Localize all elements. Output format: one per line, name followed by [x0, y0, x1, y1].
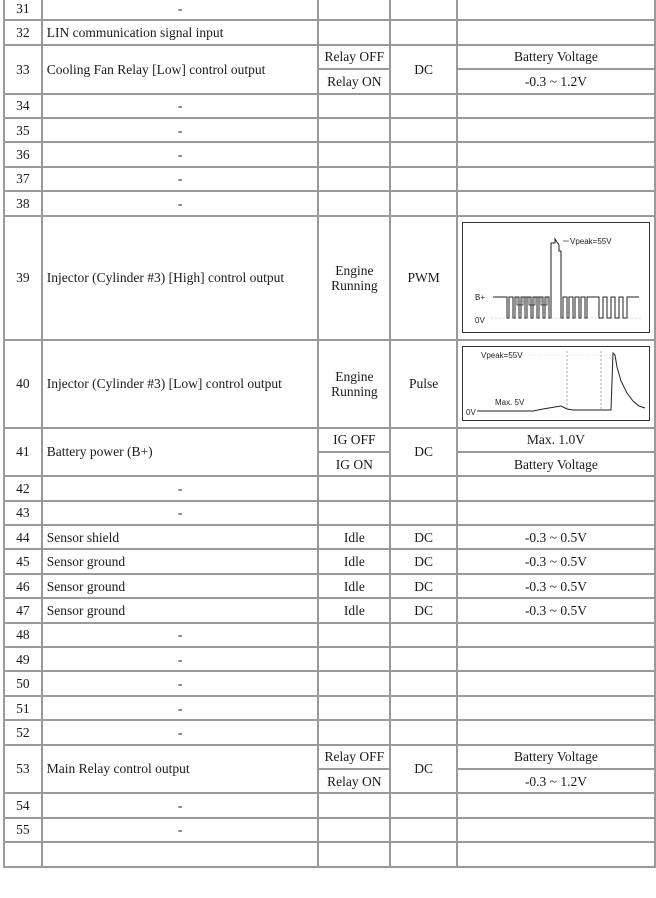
pin-number: 31 [4, 0, 42, 20]
signal-type: DC [390, 574, 457, 598]
empty-cell [318, 818, 390, 842]
table-row [4, 671, 655, 695]
pin-number: 44 [4, 525, 42, 549]
pin-description: - [42, 142, 319, 166]
pin-description: LIN communication signal input [42, 20, 319, 44]
condition: Idle [318, 598, 390, 622]
empty-cell [318, 20, 390, 44]
pwm-waveform [462, 222, 650, 333]
pin-description: - [42, 647, 319, 671]
table-row [4, 647, 655, 671]
empty-cell [318, 647, 390, 671]
signal-type: DC [390, 745, 457, 794]
condition: Relay OFF [318, 45, 390, 69]
pwm-trace [493, 239, 639, 318]
table-row [4, 501, 655, 525]
condition: Idle [318, 574, 390, 598]
signal-type: DC [390, 428, 457, 477]
level: -0.3 ~ 0.5V [457, 525, 655, 549]
empty-cell [318, 0, 390, 20]
pin-number: 46 [4, 574, 42, 598]
pin-number: 49 [4, 647, 42, 671]
table-row [4, 45, 655, 69]
pin-number: 41 [4, 428, 42, 477]
pin-description: - [42, 191, 319, 215]
pin-number: 33 [4, 45, 42, 94]
pin-number: 40 [4, 340, 42, 428]
empty-cell [457, 671, 655, 695]
empty-cell [318, 167, 390, 191]
empty-cell [318, 501, 390, 525]
pin-description: - [42, 0, 319, 20]
pin-number: 47 [4, 598, 42, 622]
pin-number: 54 [4, 793, 42, 817]
pin-description: - [42, 118, 319, 142]
pin-description: - [42, 501, 319, 525]
empty-cell [457, 167, 655, 191]
empty-cell [390, 476, 457, 500]
empty-cell [390, 501, 457, 525]
pwm-waveform-graphic [463, 223, 649, 332]
empty-cell [318, 671, 390, 695]
level: -0.3 ~ 0.5V [457, 574, 655, 598]
pin-number: 45 [4, 549, 42, 573]
empty-cell [390, 0, 457, 20]
pin-description: - [42, 696, 319, 720]
empty-cell [457, 501, 655, 525]
empty-cell [318, 842, 390, 866]
pin-description: - [42, 720, 319, 744]
empty-cell [390, 696, 457, 720]
table-row [4, 191, 655, 215]
pin-description: Cooling Fan Relay [Low] control output [42, 45, 319, 94]
empty-cell [390, 720, 457, 744]
pin-description: Main Relay control output [42, 745, 319, 794]
table-row [4, 167, 655, 191]
condition: Relay OFF [318, 745, 390, 769]
empty-cell [390, 671, 457, 695]
pin-description: - [42, 94, 319, 118]
pin-number: 32 [4, 20, 42, 44]
table-row [4, 745, 655, 769]
empty-cell [457, 818, 655, 842]
pin-description: - [42, 818, 319, 842]
table-row [4, 340, 655, 428]
table-row [4, 574, 655, 598]
empty-cell [390, 94, 457, 118]
empty-cell [390, 118, 457, 142]
pin-number: 39 [4, 216, 42, 340]
pin-number: 43 [4, 501, 42, 525]
empty-cell [390, 793, 457, 817]
empty-cell [390, 818, 457, 842]
table-row [4, 476, 655, 500]
empty-cell [318, 118, 390, 142]
empty-cell [390, 623, 457, 647]
empty-cell [390, 167, 457, 191]
pin-number: 38 [4, 191, 42, 215]
signal-type: Pulse [390, 340, 457, 428]
pin-number: 51 [4, 696, 42, 720]
pin-description: Sensor ground [42, 598, 319, 622]
pin-number: 53 [4, 745, 42, 794]
condition: IG ON [318, 452, 390, 476]
waveform-zero-label: 0V [474, 316, 485, 326]
pin-description: - [42, 476, 319, 500]
empty-cell [457, 720, 655, 744]
waveform-b-label: B+ [474, 293, 485, 303]
table-row [4, 842, 655, 866]
empty-cell [457, 476, 655, 500]
empty-cell [457, 0, 655, 20]
table-row [4, 142, 655, 166]
condition: Relay ON [318, 769, 390, 793]
pin-description: - [42, 623, 319, 647]
pin-number: 36 [4, 142, 42, 166]
pin-table [3, 0, 656, 868]
waveform-zero-label: 0V [465, 408, 476, 418]
pin-description: Sensor ground [42, 549, 319, 573]
pin-number: 52 [4, 720, 42, 744]
pulse-waveform-graphic [463, 347, 649, 420]
empty-cell [318, 793, 390, 817]
empty-cell [318, 94, 390, 118]
signal-type: DC [390, 549, 457, 573]
empty-cell [318, 720, 390, 744]
signal-type: PWM [390, 216, 457, 340]
signal-type: DC [390, 525, 457, 549]
condition: Relay ON [318, 69, 390, 93]
pin-description: Injector (Cylinder #3) [High] control output [42, 216, 319, 340]
pin-number: 50 [4, 671, 42, 695]
empty-cell [457, 647, 655, 671]
table-row [4, 793, 655, 817]
table-row [4, 216, 655, 340]
pin-description: - [42, 671, 319, 695]
empty-cell [457, 118, 655, 142]
level: -0.3 ~ 1.2V [457, 769, 655, 793]
condition: Engine Running [318, 340, 390, 428]
empty-cell [318, 191, 390, 215]
pin-number: 42 [4, 476, 42, 500]
table-row [4, 20, 655, 44]
pin-description: Sensor shield [42, 525, 319, 549]
pin-description: - [42, 167, 319, 191]
condition: Engine Running [318, 216, 390, 340]
level: Max. 1.0V [457, 428, 655, 452]
waveform-cell [457, 340, 655, 428]
pulse-waveform [462, 346, 650, 421]
pin-description: Battery power (B+) [42, 428, 319, 477]
table-row [4, 720, 655, 744]
pin-description: - [42, 793, 319, 817]
empty-cell [457, 191, 655, 215]
pin-number: 34 [4, 94, 42, 118]
table-row [4, 428, 655, 452]
condition: Idle [318, 549, 390, 573]
signal-type: DC [390, 45, 457, 94]
empty-cell [390, 142, 457, 166]
waveform-max-label: Max. 5V [494, 398, 525, 408]
pin-number: 37 [4, 167, 42, 191]
empty-cell [457, 94, 655, 118]
empty-cell [457, 623, 655, 647]
empty-cell [457, 696, 655, 720]
table-row [4, 525, 655, 549]
level: -0.3 ~ 0.5V [457, 598, 655, 622]
waveform-peak-label: Vpeak=55V [569, 237, 612, 247]
empty-cell [457, 793, 655, 817]
empty-cell [390, 20, 457, 44]
empty-cell [318, 142, 390, 166]
pin-number: 35 [4, 118, 42, 142]
empty-cell [42, 842, 319, 866]
pin-description: Injector (Cylinder #3) [Low] control output [42, 340, 319, 428]
empty-cell [457, 142, 655, 166]
pin-description: Sensor ground [42, 574, 319, 598]
empty-cell [318, 476, 390, 500]
table-row [4, 549, 655, 573]
empty-cell [457, 20, 655, 44]
condition: IG OFF [318, 428, 390, 452]
empty-cell [318, 623, 390, 647]
table-row [4, 598, 655, 622]
pin-number: 48 [4, 623, 42, 647]
signal-type: DC [390, 598, 457, 622]
level: Battery Voltage [457, 745, 655, 769]
waveform-cell [457, 216, 655, 340]
table-row [4, 94, 655, 118]
pin-number: 55 [4, 818, 42, 842]
empty-cell [318, 696, 390, 720]
table-row [4, 0, 655, 20]
level: -0.3 ~ 1.2V [457, 69, 655, 93]
table-row [4, 118, 655, 142]
empty-cell [457, 842, 655, 866]
level: -0.3 ~ 0.5V [457, 549, 655, 573]
table-row [4, 818, 655, 842]
table-row [4, 623, 655, 647]
table-row [4, 696, 655, 720]
empty-cell [390, 191, 457, 215]
waveform-peak-label: Vpeak=55V [480, 351, 523, 361]
empty-cell [390, 842, 457, 866]
level: Battery Voltage [457, 452, 655, 476]
condition: Idle [318, 525, 390, 549]
empty-cell [390, 647, 457, 671]
empty-cell [4, 842, 42, 866]
level: Battery Voltage [457, 45, 655, 69]
